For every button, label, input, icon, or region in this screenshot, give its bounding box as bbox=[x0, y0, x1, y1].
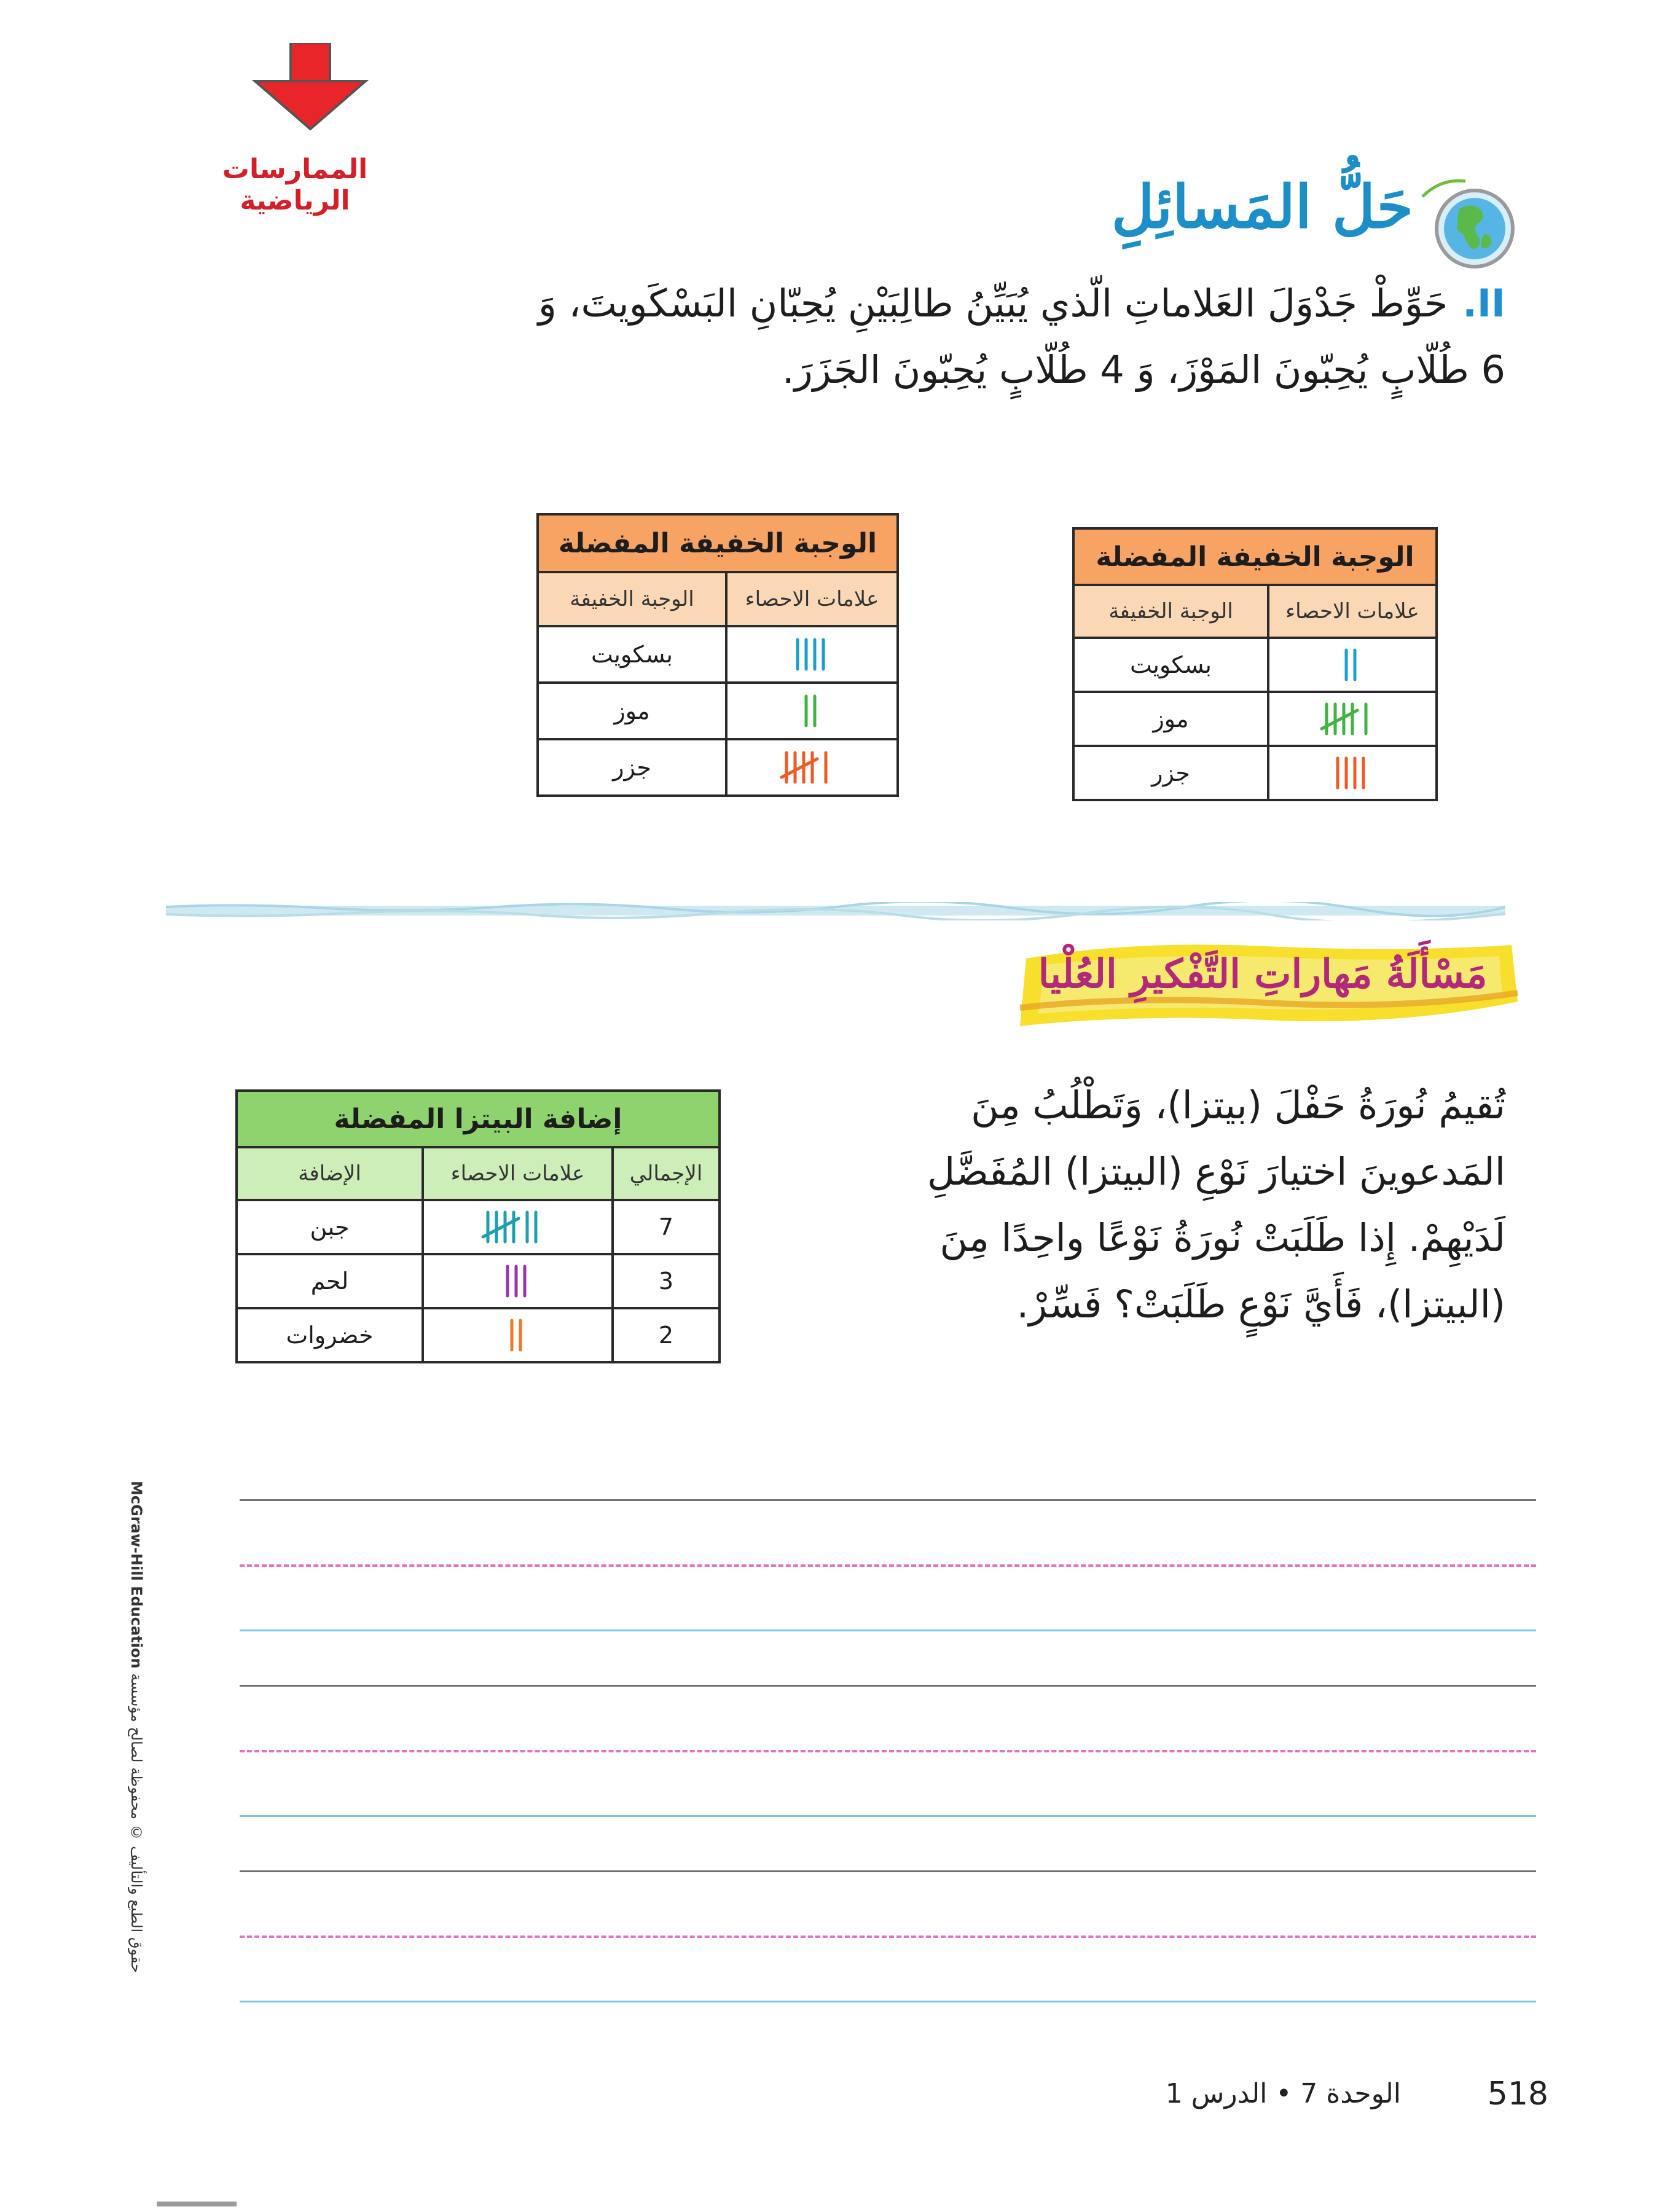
pizza-problem-text: تُقيمُ نُورَةُ حَفْلَ (بيتزا)، وَتَطْلُبُ مِنَ المَدعوينَ اختيارَ نَوْعِ (البيتزا) المُفَضَّلِ لَدَيْهِمْ. إِذا طَلَبَتْ نُورَةُ نَوْعًا واحِدًا مِنَ (البيتزا)، فَأَيَّ نَوْعٍ طَلَبَتْ؟ فَسِّرْ. bbox=[927, 1083, 1505, 1327]
tally-marks-cheese bbox=[472, 1207, 564, 1247]
tally-cell bbox=[726, 626, 898, 683]
table-title: الوجبة الخفيفة المفضلة bbox=[1073, 528, 1437, 585]
item-cell: جزر bbox=[1073, 746, 1268, 800]
item-cell: موز bbox=[538, 683, 726, 739]
table-title: الوجبة الخفيفة المفضلة bbox=[538, 514, 898, 572]
table-title: إضافة البيتزا المفضلة bbox=[237, 1091, 720, 1147]
column-header-tally: علامات الاحصاء bbox=[423, 1147, 613, 1200]
table-row bbox=[237, 1308, 720, 1362]
tally-marks-biscuit bbox=[1306, 645, 1398, 684]
publisher-brand: McGraw-Hill Education bbox=[128, 1481, 145, 1669]
side-copyright bbox=[123, 1481, 145, 1973]
problem-11 bbox=[528, 270, 1505, 403]
column-header-tally: علامات الاحصاء bbox=[726, 572, 898, 626]
table-row bbox=[538, 683, 898, 739]
writing-line-top bbox=[240, 1685, 1536, 1687]
table-row bbox=[538, 739, 898, 796]
column-header-item: الإضافة bbox=[237, 1147, 423, 1200]
item-cell: جزر bbox=[538, 739, 726, 796]
down-arrow-icon bbox=[249, 43, 372, 132]
table-row bbox=[1073, 692, 1437, 746]
section-title: حَلُّ المَسائِلِ bbox=[1111, 172, 1413, 241]
writing-line-top bbox=[240, 1499, 1536, 1501]
total-cell: 3 bbox=[613, 1254, 720, 1308]
problem-text: حَوِّطْ جَدْوَلَ العَلاماتِ الّذي يُبَيِّنُ طالِبَيْنِ يُحِبّانِ البَسْكَويتَ، وَ 6 طُلّابٍ يُحِبّونَ المَوْزَ، وَ 4 طُلّابٍ يُحِبّونَ الجَزَرَ. bbox=[538, 281, 1505, 392]
table-row bbox=[538, 626, 898, 683]
math-practices-label[interactable]: الممارسات الرياضية bbox=[222, 154, 368, 216]
item-cell: موز bbox=[1073, 692, 1268, 746]
table-row bbox=[1073, 638, 1437, 692]
column-header-tally: علامات الاحصاء bbox=[1268, 585, 1437, 638]
item-cell: جبن bbox=[237, 1200, 423, 1254]
globe-icon bbox=[1416, 172, 1521, 270]
total-cell: 7 bbox=[613, 1200, 720, 1254]
tally-cell bbox=[423, 1308, 613, 1362]
tally-marks-biscuit bbox=[766, 635, 858, 674]
tally-marks-meat bbox=[472, 1261, 564, 1301]
writing-line-mid bbox=[240, 1750, 1536, 1752]
tally-marks-banana bbox=[766, 691, 858, 731]
item-cell: بسكويت bbox=[538, 626, 726, 683]
tally-table-left[interactable] bbox=[536, 513, 899, 797]
section-divider bbox=[166, 902, 1505, 920]
writing-line-top bbox=[240, 1870, 1536, 1872]
tally-marks-vegetables bbox=[472, 1316, 564, 1355]
writing-line-mid bbox=[240, 1936, 1536, 1938]
tally-table-right[interactable] bbox=[1072, 527, 1438, 801]
page-number: 518 bbox=[1487, 2076, 1548, 2112]
table-row bbox=[1073, 746, 1437, 800]
copyright-text: حقوق الطبع والتأليف © محفوظة لصالح مؤسسة bbox=[128, 1673, 145, 1973]
tally-cell bbox=[423, 1200, 613, 1254]
item-cell: بسكويت bbox=[1073, 638, 1268, 692]
item-cell: خضروات bbox=[237, 1308, 423, 1362]
writing-line-mid bbox=[240, 1564, 1536, 1567]
column-header-item: الوجبة الخفيفة bbox=[538, 572, 726, 626]
tally-marks-banana bbox=[1306, 699, 1398, 739]
tally-cell bbox=[1268, 638, 1437, 692]
column-header-total: الإجمالي bbox=[613, 1147, 720, 1200]
hots-title: مَسْأَلَةُ مَهاراتِ التَّفْكيرِ العُلْيا bbox=[1038, 951, 1488, 997]
tally-marks-carrot bbox=[1306, 753, 1398, 793]
writing-line-base bbox=[240, 1815, 1536, 1817]
tally-cell bbox=[1268, 692, 1437, 746]
tally-cell bbox=[726, 683, 898, 739]
column-header-item: الوجبة الخفيفة bbox=[1073, 585, 1268, 638]
footer-unit-lesson: الوحدة 7 • الدرس 1 bbox=[1165, 2078, 1401, 2109]
item-cell: لحم bbox=[237, 1254, 423, 1308]
table-row bbox=[237, 1254, 720, 1308]
writing-line-base bbox=[240, 1630, 1536, 1631]
writing-line-base bbox=[240, 2001, 1536, 2002]
total-cell: 2 bbox=[613, 1308, 720, 1362]
tally-marks-carrot bbox=[766, 748, 858, 787]
scroll-indicator[interactable] bbox=[157, 2202, 237, 2206]
tally-table-pizza[interactable] bbox=[235, 1089, 721, 1363]
tally-cell bbox=[1268, 746, 1437, 800]
tally-cell bbox=[726, 739, 898, 796]
tally-cell bbox=[423, 1254, 613, 1308]
table-row bbox=[237, 1200, 720, 1254]
problem-number: II. bbox=[1462, 281, 1505, 326]
